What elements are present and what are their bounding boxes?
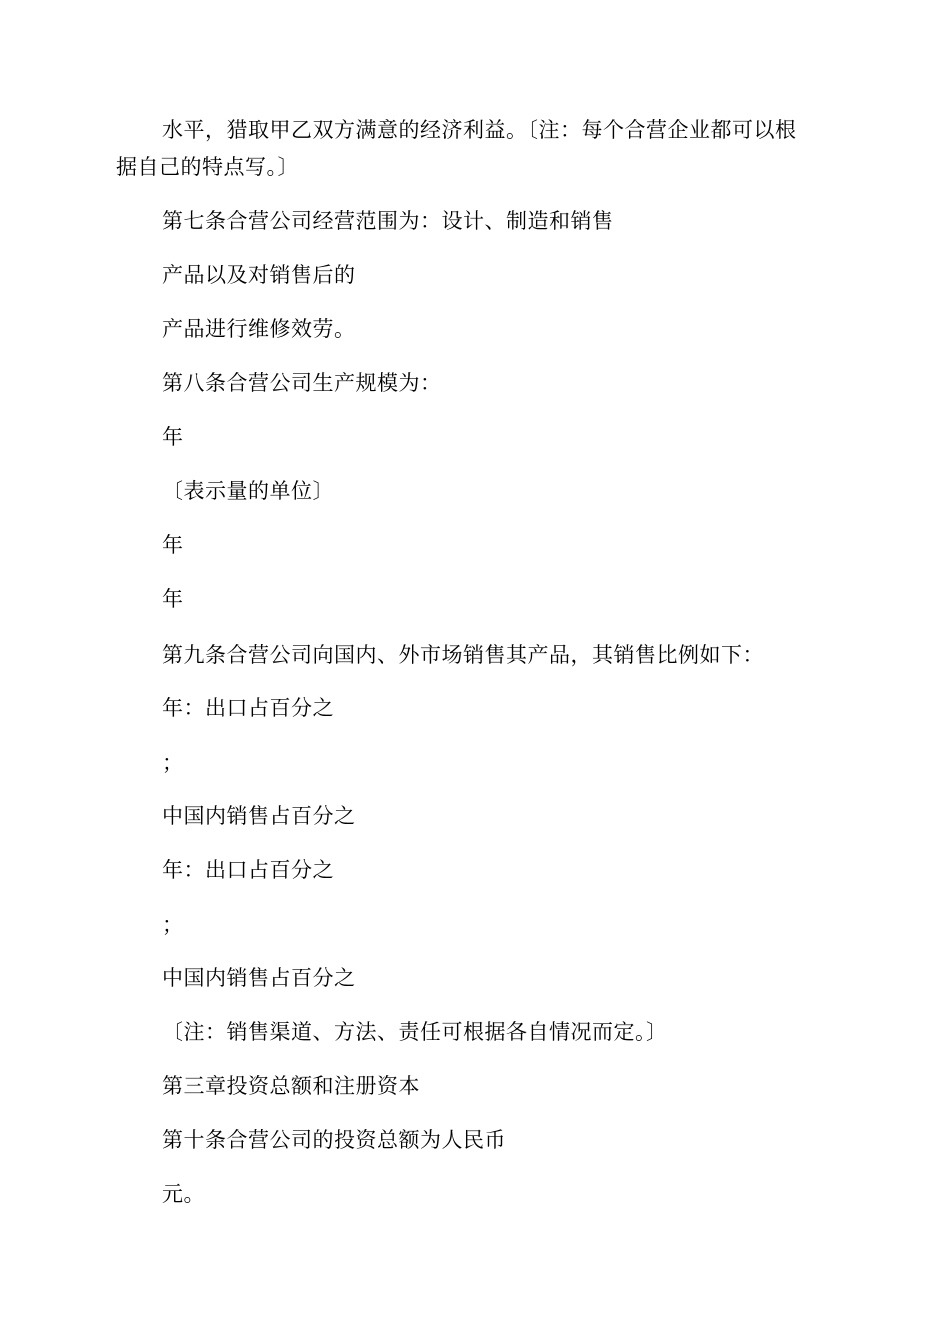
article-10-line-2: 元。 [162, 1182, 205, 1206]
article-9-semicolon-1: ； [162, 751, 184, 775]
article-8-year-2: 年 [162, 533, 184, 557]
article-8-heading: 第八条合营公司生产规模为： [162, 371, 442, 395]
chapter-3-title: 第三章投资总额和注册资本 [162, 1074, 420, 1098]
article-9-note: 〔注：销售渠道、方法、责任可根据各自情况而定。〕 [162, 1020, 668, 1044]
article-7-line-2: 产品以及对销售后的 [162, 263, 356, 287]
article-7-line-3: 产品进行维修效劳。 [162, 317, 356, 341]
intro-paragraph-line-2: 据自己的特点写。〕 [116, 155, 299, 179]
article-9-domestic-2: 中国内销售占百分之 [162, 966, 356, 990]
article-10-line-1: 第十条合营公司的投资总额为人民币 [162, 1128, 506, 1152]
article-7-line-1: 第七条合营公司经营范围为：设计、制造和销售 [162, 209, 614, 233]
article-9-domestic-1: 中国内销售占百分之 [162, 804, 356, 828]
article-8-unit-note: 〔表示量的单位〕 [162, 479, 334, 503]
article-8-year-3: 年 [162, 587, 184, 611]
article-8-year-1: 年 [162, 425, 184, 449]
article-9-semicolon-2: ； [162, 913, 184, 937]
article-9-export-2: 年：出口占百分之 [162, 858, 334, 882]
article-9-export-1: 年：出口占百分之 [162, 696, 334, 720]
article-9-heading: 第九条合营公司向国内、外市场销售其产品，其销售比例如下： [162, 643, 764, 667]
intro-paragraph-line-1: 水平，猎取甲乙双方满意的经济利益。〔注：每个合营企业都可以根 [162, 118, 797, 142]
